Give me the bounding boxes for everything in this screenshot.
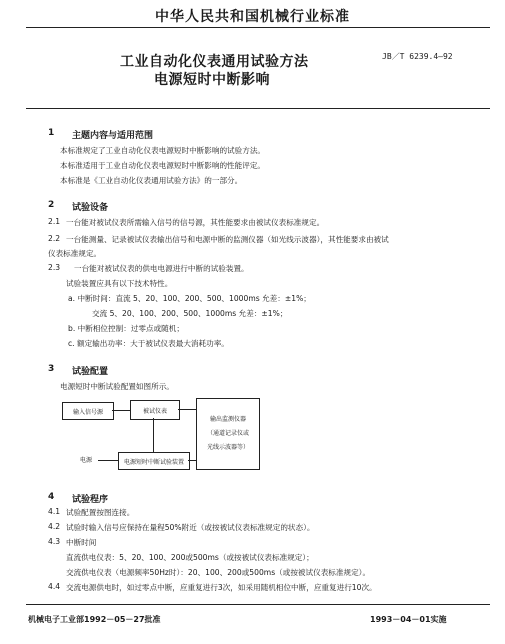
interrupt-time-ac: 交流供电仪表（电源频率50Hz时）：20、100、200或500ms（或按被试仪表标准规定）。 [66, 568, 371, 577]
spec-item-a-ac: 交流 5、20、100、200、500、1000ms 允差：±1%； [92, 309, 288, 318]
interrupt-device-label: 电源短时中断试验装置 [123, 458, 184, 466]
clause-text: 一台能对被试仪表所需输入信号的信号源，其性能要求由被试仪表标准规定。 [66, 218, 325, 227]
section-2-number: 2 [48, 200, 55, 210]
connector-line [112, 410, 130, 411]
power-label: 电源 [80, 457, 93, 464]
implementation-date: 1993－04－01实施 [370, 615, 447, 624]
section-4-title: 试验程序 [72, 495, 109, 505]
clause-text: 试验配置按图连接。 [66, 508, 135, 517]
spec-item-c: c. 额定输出功率：大于被试仪表最大消耗功率。 [68, 339, 229, 348]
clause-number: 2.1 [48, 217, 61, 226]
section-3-number: 3 [48, 364, 55, 374]
connector-line [188, 460, 196, 461]
document-subtitle: 电源短时中断影响 [154, 72, 270, 88]
dut-box [130, 400, 180, 420]
monitor-label: （通道记录仪或 [206, 430, 249, 437]
clause-number: 4.2 [48, 522, 61, 531]
clause-number: 4.3 [48, 537, 61, 546]
clause-text: 一台能测量、记录被试仪表输出信号和电源中断的监测仪器（如光线示波器），其性能要求由被试 [66, 235, 389, 244]
section-3-para: 电源短时中断试验配置如图所示。 [60, 382, 174, 391]
document-title: 工业自动化仪表通用试验方法 [120, 54, 309, 70]
clause-number: 4.4 [48, 582, 61, 591]
clause-text: 交流电源供电时，如过零点中断，应重复进行3次，如采用随机相位中断，应重复进行10次。 [66, 583, 377, 592]
section-3-title: 试验配置 [72, 367, 109, 377]
input-signal-box [62, 402, 114, 420]
clause-subtext: 试验装置应具有以下技术特性。 [66, 279, 173, 288]
standard-number: JB／T 6239.4—92 [382, 52, 453, 61]
approval-date: 机械电子工业部1992－05－27批准 [28, 615, 161, 624]
header-rule [26, 27, 490, 28]
section-1-para: 本标准适用于工业自动化仪表电源短时中断影响的性能评定。 [60, 161, 266, 170]
monitor-label: 光线示波器等） [206, 444, 249, 451]
interrupt-device-box [118, 452, 190, 470]
input-signal-label: 输入信号源 [72, 408, 103, 416]
connector-line [98, 460, 118, 461]
section-4-number: 4 [48, 492, 55, 502]
clause-number: 2.2 [48, 234, 61, 243]
standard-header: 中华人民共和国机械行业标准 [155, 9, 350, 25]
monitor-box [196, 398, 260, 470]
section-1-number: 1 [48, 128, 55, 138]
title-rule [26, 108, 490, 109]
monitor-label: 输出监测仪器 [209, 416, 246, 423]
section-1-para: 本标准规定了工业自动化仪表电源短时中断影响的试验方法。 [60, 146, 266, 155]
connector-line [178, 409, 196, 410]
spec-item-b: b. 中断相位控制：过零点或随机； [68, 324, 184, 333]
spec-item-a: a. 中断时间：直流 5、20、100、200、500、1000ms 允差：±1%； [68, 294, 311, 303]
clause-text: 试验时输入信号应保持在量程50%附近（或按被试仪表标准规定的状态）。 [66, 523, 315, 532]
section-1-para: 本标准是《工业自动化仪表通用试验方法》的一部分。 [60, 176, 243, 185]
clause-text: 中断时间 [66, 538, 97, 547]
section-1-title: 主题内容与适用范围 [72, 131, 154, 141]
clause-text-cont: 仪表标准规定。 [48, 249, 102, 258]
section-2-title: 试验设备 [72, 203, 109, 213]
clause-number: 2.3 [48, 263, 61, 272]
connector-line [153, 418, 154, 452]
clause-text: 一台能对被试仪表的供电电源进行中断的试验装置。 [74, 264, 249, 273]
clause-number: 4.1 [48, 507, 61, 516]
footer-rule [26, 604, 490, 605]
interrupt-time-dc: 直流供电仪表：5、20、100、200或500ms（或按被试仪表标准规定）； [66, 553, 314, 562]
dut-label: 被试仪表 [142, 407, 167, 415]
